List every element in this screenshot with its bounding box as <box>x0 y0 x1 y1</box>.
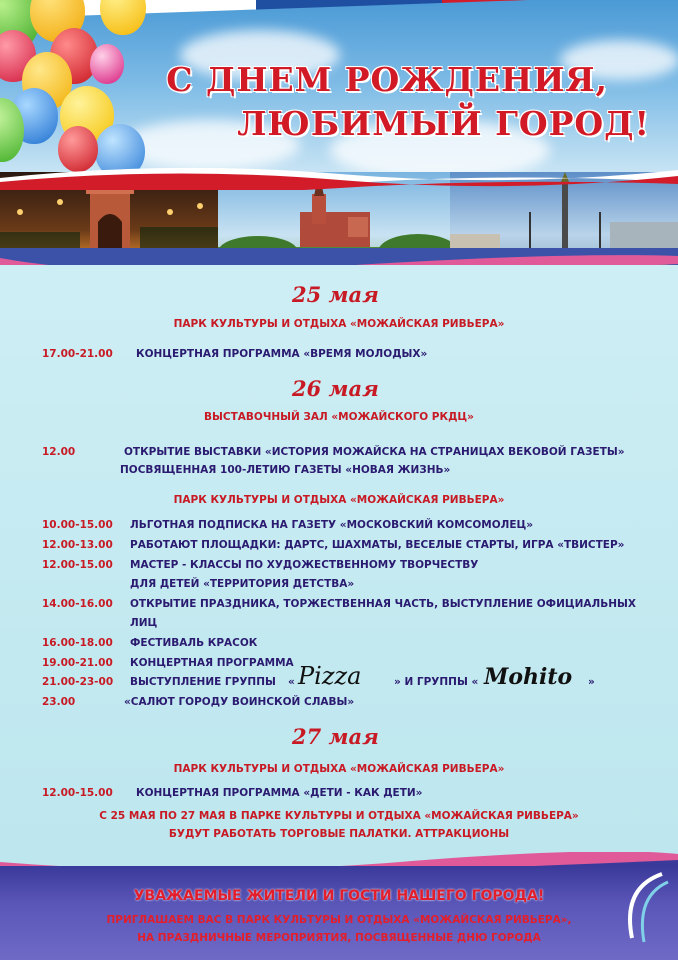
footer-banner <box>0 866 678 960</box>
event-text: ОТКРЫТИЕ ПРАЗДНИКА, ТОРЖЕСТВЕННАЯ ЧАСТЬ, ВЫСТУПЛЕНИЕ ОФИЦИАЛЬНЫХ <box>130 598 636 610</box>
band-mid-text: » И ГРУППЫ « <box>394 676 479 688</box>
event-time: 16.00-18.00 <box>42 637 113 649</box>
band-time: 21.00-23-00 <box>42 676 114 688</box>
event-text: КОНЦЕРТНАЯ ПРОГРАММА «ДЕТИ - КАК ДЕТИ» <box>136 787 423 799</box>
top-wave-ribbon <box>0 160 678 190</box>
event-time: 14.00-16.00 <box>42 598 113 610</box>
event-time: 19.00-21.00 <box>42 657 113 669</box>
venue-riviera-27: ПАРК КУЛЬТУРЫ И ОТДЫХА «МОЖАЙСКАЯ РИВЬЕРА» <box>173 763 505 775</box>
event-text: КОНЦЕРТНАЯ ПРОГРАММА <box>130 657 294 669</box>
event-text: ЛЬГОТНАЯ ПОДПИСКА НА ГАЗЕТУ «МОСКОВСКИЙ КОМСОМОЛЕЦ» <box>130 519 534 531</box>
band-logo-mohito: Mohito <box>484 664 573 690</box>
exhibit-line-1: ОТКРЫТИЕ ВЫСТАВКИ «ИСТОРИЯ МОЖАЙСКА НА СТРАНИЦАХ ВЕКОВОЙ ГАЗЕТЫ» <box>124 446 625 458</box>
title-line-1: С ДНЕМ РОЖДЕНИЯ, <box>166 60 608 99</box>
trade-note-line-1: С 25 МАЯ ПО 27 МАЯ В ПАРКЕ КУЛЬТУРЫ И ОТДЫХА «МОЖАЙСКАЯ РИВЬЕРА» <box>99 810 579 822</box>
event-time: 12.00-13.00 <box>42 539 113 551</box>
date-25-may: 25 мая <box>292 282 379 307</box>
band-open-quote: « <box>288 676 295 688</box>
event-text: МАСТЕР - КЛАССЫ ПО ХУДОЖЕСТВЕННОМУ ТВОРЧЕСТВУ <box>130 559 479 571</box>
event-text-continued: ЛИЦ <box>130 617 158 629</box>
event-text-continued: ДЛЯ ДЕТЕЙ «ТЕРРИТОРИЯ ДЕТСТВА» <box>130 578 355 590</box>
event-time: 10.00-15.00 <box>42 519 113 531</box>
venue-exhibition-hall: ВЫСТАВОЧНЫЙ ЗАЛ «МОЖАЙСКОГО РКДЦ» <box>204 411 474 423</box>
footer-invite-line-1: ПРИГЛАШАЕМ ВАС В ПАРК КУЛЬТУРЫ И ОТДЫХА «МОЖАЙСКАЯ РИВЬЕРА», <box>106 914 572 926</box>
trade-note-line-2: БУДУТ РАБОТАТЬ ТОРГОВЫЕ ПАЛАТКИ. АТТРАКЦИОНЫ <box>168 828 510 840</box>
event-text: РАБОТАЮТ ПЛОЩАДКИ: ДАРТС, ШАХМАТЫ, ВЕСЕЛЫЕ СТАРТЫ, ИГРА «ТВИСТЕР» <box>130 539 625 551</box>
event-text: ФЕСТИВАЛЬ КРАСОК <box>130 637 258 649</box>
salute-time: 23.00 <box>42 696 76 708</box>
salute-text: «САЛЮТ ГОРОДУ ВОИНСКОЙ СЛАВЫ» <box>124 696 355 708</box>
band-close-quote: » <box>588 676 595 688</box>
band-prefix: ВЫСТУПЛЕНИЕ ГРУППЫ <box>130 676 276 688</box>
event-time: 17.00-21.00 <box>42 348 113 360</box>
venue-riviera-26: ПАРК КУЛЬТУРЫ И ОТДЫХА «МОЖАЙСКАЯ РИВЬЕРА» <box>173 494 505 506</box>
footer-invite-line-2: НА ПРАЗДНИЧНЫЕ МЕРОПРИЯТИЯ, ПОСВЯЩЕННЫЕ ДНЮ ГОРОДА <box>137 932 541 944</box>
date-26-may: 26 мая <box>292 376 379 401</box>
venue-riviera-25: ПАРК КУЛЬТУРЫ И ОТДЫХА «МОЖАЙСКАЯ РИВЬЕРА» <box>173 318 505 330</box>
exhibit-line-2: ПОСВЯЩЕННАЯ 100-ЛЕТИЮ ГАЗЕТЫ «НОВАЯ ЖИЗНЬ» <box>120 464 451 476</box>
event-time: 12.00-15.00 <box>42 787 113 799</box>
date-27-may: 27 мая <box>292 724 379 749</box>
event-time: 12.00-15.00 <box>42 559 113 571</box>
title-line-2: ЛЮБИМЫЙ ГОРОД! <box>237 104 650 143</box>
event-text: КОНЦЕРТНАЯ ПРОГРАММА «ВРЕМЯ МОЛОДЫХ» <box>136 348 428 360</box>
exhibit-time: 12.00 <box>42 446 76 458</box>
footer-headline: УВАЖАЕМЫЕ ЖИТЕЛИ И ГОСТИ НАШЕГО ГОРОДА! <box>133 888 545 904</box>
band-logo-pizza: Pizza <box>298 662 362 690</box>
